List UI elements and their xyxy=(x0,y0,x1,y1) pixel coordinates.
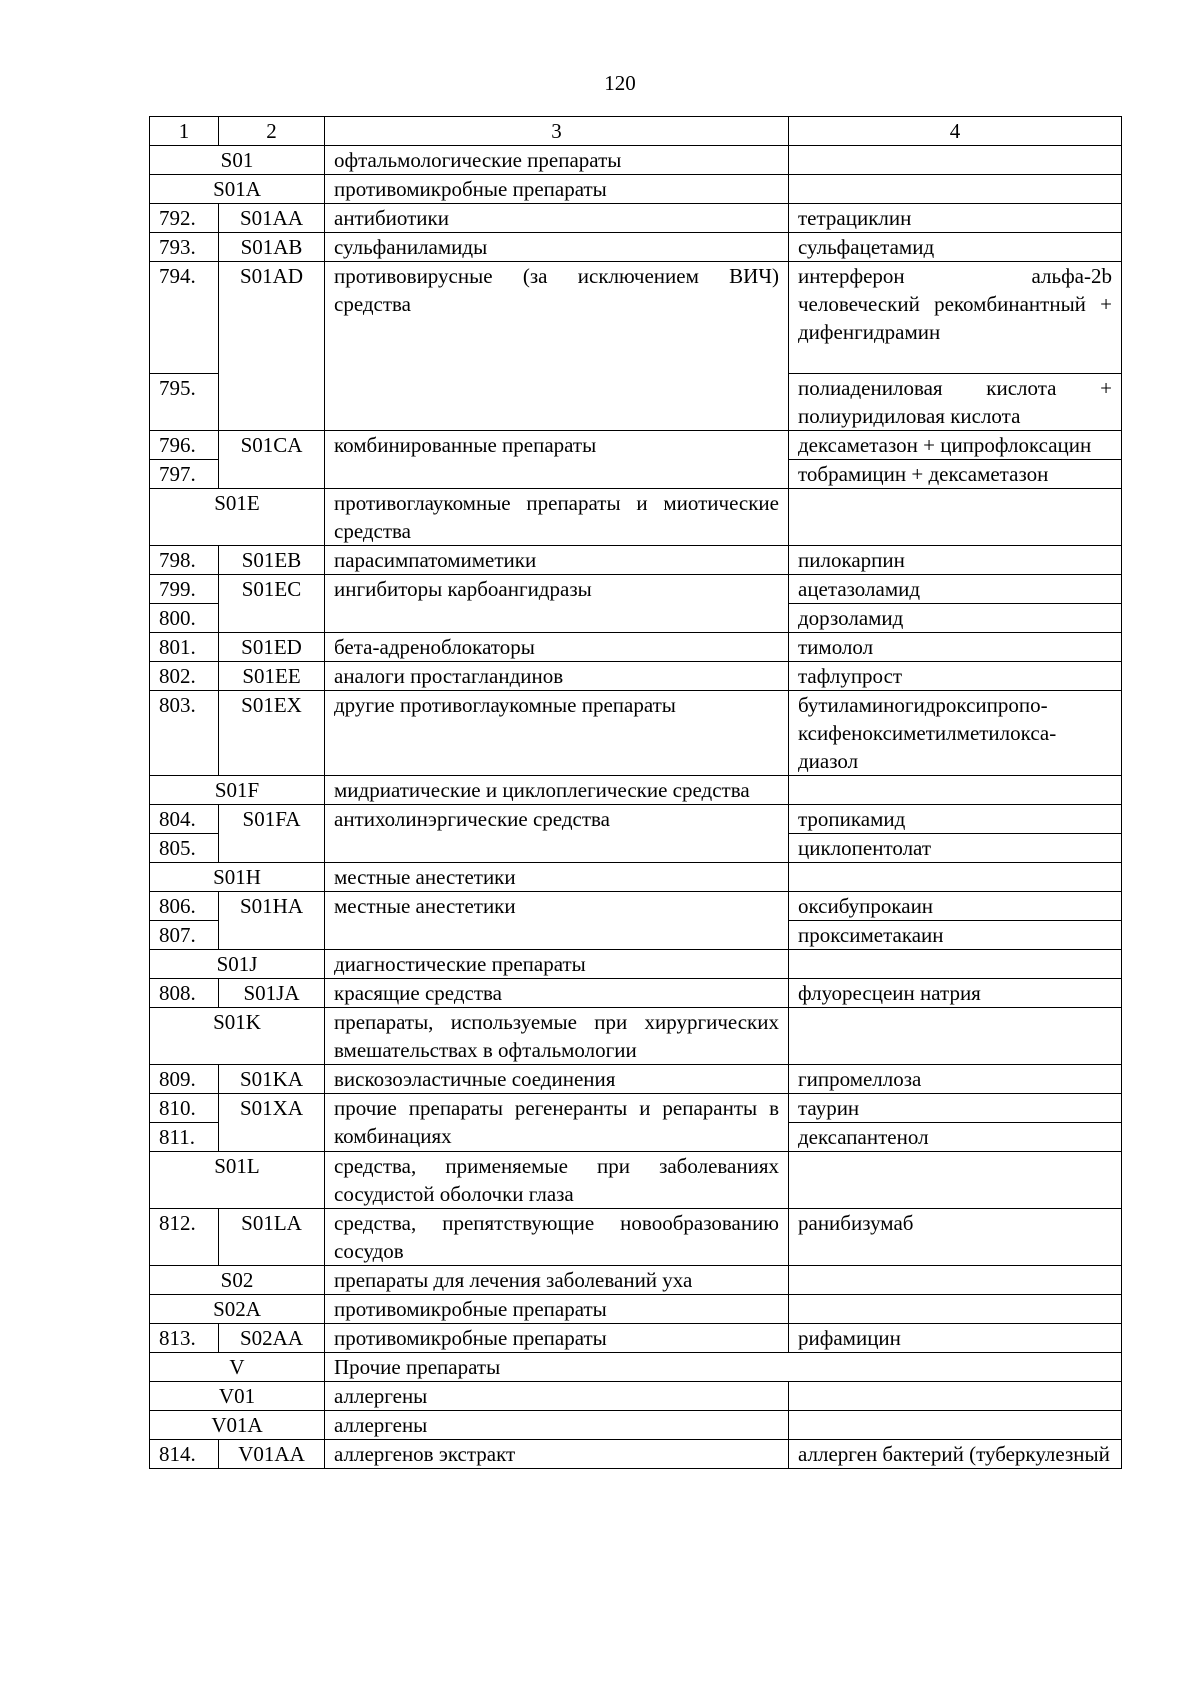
atc-code: S01EC xyxy=(219,575,325,633)
atc-code: S01LA xyxy=(219,1209,325,1266)
group-row xyxy=(150,1152,1122,1209)
page-number: 120 xyxy=(604,71,636,95)
drug-name: ранибизумаб xyxy=(789,1209,1122,1266)
row-number: 796. xyxy=(150,431,219,460)
drug-name: интерферон альфа-2b человеческий рекомбинантный + дифенгидрамин xyxy=(789,262,1122,374)
row-number: 798. xyxy=(150,546,219,575)
table-row xyxy=(150,431,1122,460)
table-row xyxy=(150,662,1122,691)
table-row xyxy=(150,1440,1122,1469)
table-row xyxy=(150,979,1122,1008)
atc-code: V xyxy=(150,1353,325,1382)
column-header: 2 xyxy=(219,117,325,146)
drug-name xyxy=(789,1382,1122,1411)
atc-code: S02A xyxy=(150,1295,325,1324)
group-description: препараты, используемые при хирургических вмешательствах в офтальмологии xyxy=(325,1008,789,1065)
drug-name: проксиметакаин xyxy=(789,921,1122,950)
group-description: аллергенов экстракт xyxy=(325,1440,789,1469)
row-number: 803. xyxy=(150,691,219,776)
group-description: ингибиторы карбоангидразы xyxy=(325,575,789,633)
row-number: 793. xyxy=(150,233,219,262)
atc-code: S01H xyxy=(150,863,325,892)
drug-name: сульфацетамид xyxy=(789,233,1122,262)
group-row xyxy=(150,1382,1122,1411)
drug-name: флуоресцеин натрия xyxy=(789,979,1122,1008)
drug-name xyxy=(789,950,1122,979)
row-number: 809. xyxy=(150,1065,219,1094)
table-header-row xyxy=(150,117,1122,146)
drug-name: бутиламиногидроксипропо-ксифеноксиметилметилокса-диазол xyxy=(789,691,1122,776)
drug-name xyxy=(789,175,1122,204)
group-description: красящие средства xyxy=(325,979,789,1008)
group-description: сульфаниламиды xyxy=(325,233,789,262)
row-number: 811. xyxy=(150,1123,219,1152)
row-number: 800. xyxy=(150,604,219,633)
drug-name xyxy=(789,1152,1122,1209)
drug-name: циклопентолат xyxy=(789,834,1122,863)
table-row xyxy=(150,805,1122,834)
table-row xyxy=(150,233,1122,262)
atc-code: V01AA xyxy=(219,1440,325,1469)
drug-name xyxy=(789,489,1122,546)
row-number: 792. xyxy=(150,204,219,233)
group-row xyxy=(150,950,1122,979)
drug-name: таурин xyxy=(789,1094,1122,1123)
atc-code: S01JA xyxy=(219,979,325,1008)
atc-code: S01EB xyxy=(219,546,325,575)
drug-name xyxy=(789,1008,1122,1065)
atc-code: S01EX xyxy=(219,691,325,776)
group-description: противомикробные препараты xyxy=(325,1295,789,1324)
row-number: 813. xyxy=(150,1324,219,1353)
group-description: местные анестетики xyxy=(325,892,789,950)
group-description: бета-адреноблокаторы xyxy=(325,633,789,662)
row-number: 807. xyxy=(150,921,219,950)
group-row xyxy=(150,1411,1122,1440)
group-description: вискозоэластичные соединения xyxy=(325,1065,789,1094)
group-row xyxy=(150,1295,1122,1324)
group-row xyxy=(150,146,1122,175)
drug-name xyxy=(789,1266,1122,1295)
drug-name: дорзоламид xyxy=(789,604,1122,633)
row-number: 814. xyxy=(150,1440,219,1469)
group-row xyxy=(150,776,1122,805)
drug-name xyxy=(789,146,1122,175)
column-header: 1 xyxy=(150,117,219,146)
group-description: аллергены xyxy=(325,1411,789,1440)
atc-code: S02AA xyxy=(219,1324,325,1353)
column-header: 4 xyxy=(789,117,1122,146)
drug-name: гипромеллоза xyxy=(789,1065,1122,1094)
group-description: диагностические препараты xyxy=(325,950,789,979)
atc-code: S01KA xyxy=(219,1065,325,1094)
table-row xyxy=(150,262,1122,374)
atc-code: S01AA xyxy=(219,204,325,233)
row-number: 810. xyxy=(150,1094,219,1123)
atc-code: S01AB xyxy=(219,233,325,262)
group-description: противовирусные (за исключением ВИЧ) средства xyxy=(325,262,789,431)
drug-name: полиадениловая кислота + полиуридиловая кислота xyxy=(789,374,1122,431)
drug-name: оксибупрокаин xyxy=(789,892,1122,921)
group-description: парасимпатомиметики xyxy=(325,546,789,575)
drug-name: тобрамицин + дексаметазон xyxy=(789,460,1122,489)
drug-name xyxy=(789,1295,1122,1324)
drug-name: тафлупрост xyxy=(789,662,1122,691)
atc-code: S01ED xyxy=(219,633,325,662)
atc-code: S01EE xyxy=(219,662,325,691)
group-description: местные анестетики xyxy=(325,863,789,892)
drug-name: дексаметазон + ципрофлоксацин xyxy=(789,431,1122,460)
row-number: 797. xyxy=(150,460,219,489)
drug-name xyxy=(789,863,1122,892)
drug-name: тетрациклин xyxy=(789,204,1122,233)
group-description: другие противоглаукомные препараты xyxy=(325,691,789,776)
drug-name: тимолол xyxy=(789,633,1122,662)
group-description: офтальмологические препараты xyxy=(325,146,789,175)
atc-code: S02 xyxy=(150,1266,325,1295)
group-row xyxy=(150,863,1122,892)
drug-name xyxy=(789,1411,1122,1440)
atc-code: S01J xyxy=(150,950,325,979)
section-title: Прочие препараты xyxy=(325,1353,1122,1382)
atc-code: S01AD xyxy=(219,262,325,431)
group-description: препараты для лечения заболеваний уха xyxy=(325,1266,789,1295)
row-number: 812. xyxy=(150,1209,219,1266)
atc-code: S01A xyxy=(150,175,325,204)
atc-code: V01A xyxy=(150,1411,325,1440)
group-description: аллергены xyxy=(325,1382,789,1411)
drug-name: аллерген бактерий (туберкулезный xyxy=(789,1440,1122,1469)
drug-name: ацетазоламид xyxy=(789,575,1122,604)
group-description: мидриатические и циклоплегические средства xyxy=(325,776,789,805)
group-row xyxy=(150,1008,1122,1065)
atc-code: S01XA xyxy=(219,1094,325,1152)
row-number: 808. xyxy=(150,979,219,1008)
row-number: 794. xyxy=(150,262,219,374)
atc-code: S01CA xyxy=(219,431,325,489)
drug-name: пилокарпин xyxy=(789,546,1122,575)
row-number: 806. xyxy=(150,892,219,921)
table-row xyxy=(150,575,1122,604)
table-row xyxy=(150,691,1122,776)
table-row xyxy=(150,1065,1122,1094)
table-row xyxy=(150,546,1122,575)
atc-code: V01 xyxy=(150,1382,325,1411)
group-description: аналоги простагландинов xyxy=(325,662,789,691)
section-row xyxy=(150,1353,1122,1382)
row-number: 799. xyxy=(150,575,219,604)
group-description: противомикробные препараты xyxy=(325,1324,789,1353)
group-row xyxy=(150,489,1122,546)
group-description: противоглаукомные препараты и миотические средства xyxy=(325,489,789,546)
atc-code: S01L xyxy=(150,1152,325,1209)
group-row xyxy=(150,175,1122,204)
table-row xyxy=(150,892,1122,921)
group-description: средства, препятствующие новообразованию сосудов xyxy=(325,1209,789,1266)
group-description: средства, применяемые при заболеваниях сосудистой оболочки глаза xyxy=(325,1152,789,1209)
row-number: 804. xyxy=(150,805,219,834)
group-row xyxy=(150,1266,1122,1295)
atc-code: S01HA xyxy=(219,892,325,950)
table-row xyxy=(150,633,1122,662)
atc-code: S01 xyxy=(150,146,325,175)
row-number: 795. xyxy=(150,374,219,431)
group-description: комбинированные препараты xyxy=(325,431,789,489)
table-row xyxy=(150,204,1122,233)
group-description: прочие препараты регенеранты и репаранты в комбинациях xyxy=(325,1094,789,1152)
atc-code: S01E xyxy=(150,489,325,546)
group-description: антихолинэргические средства xyxy=(325,805,789,863)
row-number: 805. xyxy=(150,834,219,863)
group-description: антибиотики xyxy=(325,204,789,233)
drug-list-table xyxy=(149,116,1122,1469)
drug-name: тропикамид xyxy=(789,805,1122,834)
group-description: противомикробные препараты xyxy=(325,175,789,204)
atc-code: S01K xyxy=(150,1008,325,1065)
atc-code: S01F xyxy=(150,776,325,805)
drug-name: рифамицин xyxy=(789,1324,1122,1353)
row-number: 802. xyxy=(150,662,219,691)
table-row xyxy=(150,1094,1122,1123)
row-number: 801. xyxy=(150,633,219,662)
drug-name: дексапантенол xyxy=(789,1123,1122,1152)
table-row xyxy=(150,1324,1122,1353)
atc-code: S01FA xyxy=(219,805,325,863)
table-row xyxy=(150,1209,1122,1266)
column-header: 3 xyxy=(325,117,789,146)
drug-name xyxy=(789,776,1122,805)
